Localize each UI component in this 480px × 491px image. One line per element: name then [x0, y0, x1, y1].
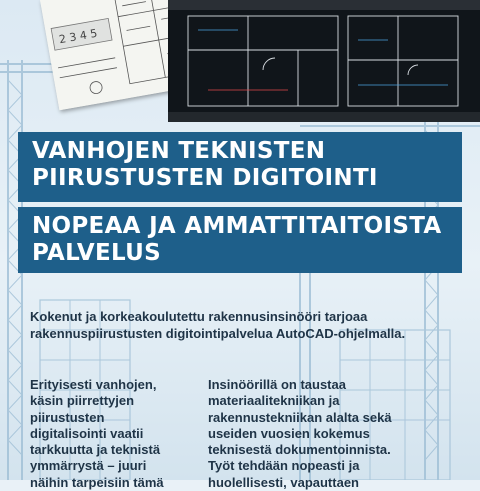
left-column-line: ymmärrystä – juuri [30, 458, 147, 474]
left-column-line: digitalisointi vaatii [30, 425, 144, 441]
subtitle-banner [18, 207, 462, 273]
subtitle-line-1: NOPEAA JA AMMATTITAITOISTA [32, 213, 442, 239]
left-column-line: Erityisesti vanhojen, [30, 377, 157, 392]
cad-floor-plan-image [168, 0, 480, 122]
left-column-line: käsin piirrettyjen [30, 393, 135, 409]
right-column-line: materiaalitekniikan ja [208, 393, 340, 409]
intro-paragraph [30, 308, 460, 342]
svg-text:2 3 4 5: 2 3 4 5 [58, 26, 99, 47]
left-column-line: tarkkuutta ja teknistä [30, 442, 161, 458]
left-column-line: piirustusten [30, 409, 105, 425]
right-column-line: Työt tehdään nopeasti ja [208, 458, 360, 474]
left-column-line: näihin tarpeisiin tämä [30, 474, 164, 490]
right-column-line: Insinöörillä on taustaa [208, 377, 346, 392]
title-line-2: PIIRUSTUSTEN DIGITOINTI [32, 165, 378, 191]
right-column-line: useiden vuosien kokemus [208, 425, 370, 441]
right-column-line: huolellisesti, vapauttaen [208, 474, 359, 490]
intro-line-1: Kokenut ja korkeakoulutettu rakennusinsinööri tarjoaa [30, 309, 368, 324]
right-column-line: rakennustekniikan alalta sekä [208, 409, 392, 425]
right-column-line: teknisestä dokumentoinnista. [208, 442, 391, 458]
title-line-1: VANHOJEN TEKNISTEN [32, 138, 326, 164]
subtitle-line-2: PALVELUS [32, 240, 162, 266]
title-banner [18, 132, 462, 202]
right-column-text [208, 377, 423, 491]
intro-line-2: rakennuspiirustusten digitointipalvelua AutoCAD-ohjelmalla. [30, 326, 406, 341]
